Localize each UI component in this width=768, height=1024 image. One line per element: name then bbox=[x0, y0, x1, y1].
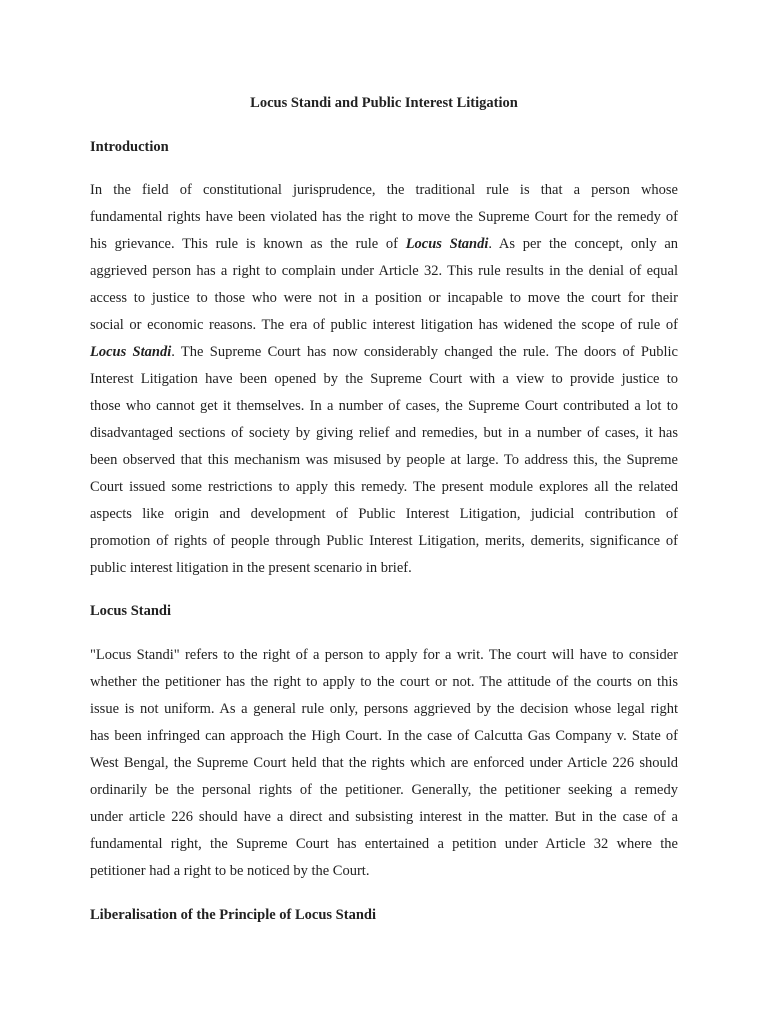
text-run: whether the petitioner has the right to apply to the court or not. The attitude of the courts on this bbox=[90, 674, 678, 690]
paragraph-line bbox=[90, 642, 678, 669]
text-run: "Locus Standi" refers to the right of a person to apply for a writ. The court will have to consider bbox=[90, 647, 678, 663]
text-run: under article 226 should have a direct and subsisting interest in the matter. But in the case of a bbox=[90, 809, 678, 825]
text-run: has been infringed can approach the High Court. In the case of Calcutta Gas Company v. State of bbox=[90, 728, 678, 744]
text-run: ordinarily be the personal rights of the petitioner. Generally, the petitioner seeking a remedy bbox=[90, 782, 678, 798]
paragraph-line bbox=[90, 831, 678, 858]
paragraph-line bbox=[90, 258, 678, 285]
paragraph-line bbox=[90, 858, 678, 885]
emphasized-term: Locus Standi bbox=[405, 236, 489, 252]
paragraph-line bbox=[90, 312, 678, 339]
text-run: . As per the concept, only an bbox=[488, 236, 679, 252]
text-run: In the field of constitutional jurisprudence, the traditional rule is that a person whose bbox=[90, 182, 678, 198]
paragraph-line bbox=[90, 366, 678, 393]
paragraph-line bbox=[90, 420, 678, 447]
text-run: been observed that this mechanism was misused by people at large. To address this, the Supreme bbox=[90, 452, 678, 468]
text-run: disadvantaged sections of society by giving relief and remedies, but in a number of cases, it has bbox=[90, 425, 678, 441]
emphasized-term: Locus Standi bbox=[90, 344, 172, 360]
paragraph-line bbox=[90, 285, 678, 312]
paragraph-line bbox=[90, 723, 678, 750]
paragraph-line bbox=[90, 177, 678, 204]
text-run: aggrieved person has a right to complain under Article 32. This rule results in the denial of equal bbox=[90, 263, 678, 279]
paragraph-line bbox=[90, 393, 678, 420]
text-run: public interest litigation in the present scenario in brief. bbox=[90, 560, 412, 576]
paragraph-line bbox=[90, 231, 678, 258]
paragraph-line bbox=[90, 339, 678, 366]
text-run: West Bengal, the Supreme Court held that the rights which are enforced under Article 226 should bbox=[90, 755, 678, 771]
paragraph-line bbox=[90, 447, 678, 474]
text-run: . The Supreme Court has now considerably changed the rule. The doors of Public bbox=[171, 344, 678, 360]
paragraph-line bbox=[90, 204, 678, 231]
text-run: fundamental rights have been violated has the right to move the Supreme Court for the remedy of bbox=[90, 209, 678, 225]
text-run: those who cannot get it themselves. In a number of cases, the Supreme Court contributed a lot to bbox=[90, 398, 678, 414]
section-heading-liberalisation: Liberalisation of the Principle of Locus Standi bbox=[90, 907, 376, 923]
paragraph-line bbox=[90, 696, 678, 723]
section-heading-introduction: Introduction bbox=[90, 139, 169, 155]
text-run: issue is not uniform. As a general rule only, persons aggrieved by the decision whose legal right bbox=[90, 701, 678, 717]
text-run: aspects like origin and development of Public Interest Litigation, judicial contribution of bbox=[90, 506, 678, 522]
paragraph-line bbox=[90, 501, 678, 528]
paragraph-line bbox=[90, 777, 678, 804]
paragraph-line bbox=[90, 750, 678, 777]
text-run: promotion of rights of people through Public Interest Litigation, merits, demerits, significance of bbox=[90, 533, 678, 549]
text-run: his grievance. This rule is known as the rule of bbox=[90, 236, 406, 252]
paragraph-line bbox=[90, 528, 678, 555]
section-heading-locus-standi: Locus Standi bbox=[90, 603, 171, 619]
locus-standi-paragraph bbox=[90, 642, 678, 885]
text-run: fundamental right, the Supreme Court has entertained a petition under Article 32 where the bbox=[90, 836, 678, 852]
text-run: access to justice to those who were not in a position or incapable to move the court for their bbox=[90, 290, 678, 306]
text-run: Court issued some restrictions to apply this remedy. The present module explores all the related bbox=[90, 479, 678, 495]
paragraph-line bbox=[90, 669, 678, 696]
paragraph-line bbox=[90, 804, 678, 831]
document-title: Locus Standi and Public Interest Litigation bbox=[250, 95, 518, 111]
text-run: social or economic reasons. The era of public interest litigation has widened the scope of rule of bbox=[90, 317, 678, 333]
paragraph-line bbox=[90, 474, 678, 501]
paragraph-line bbox=[90, 555, 678, 582]
text-run: petitioner had a right to be noticed by the Court. bbox=[90, 863, 370, 879]
introduction-paragraph bbox=[90, 177, 678, 582]
text-run: Interest Litigation have been opened by the Supreme Court with a view to provide justice to bbox=[90, 371, 678, 387]
